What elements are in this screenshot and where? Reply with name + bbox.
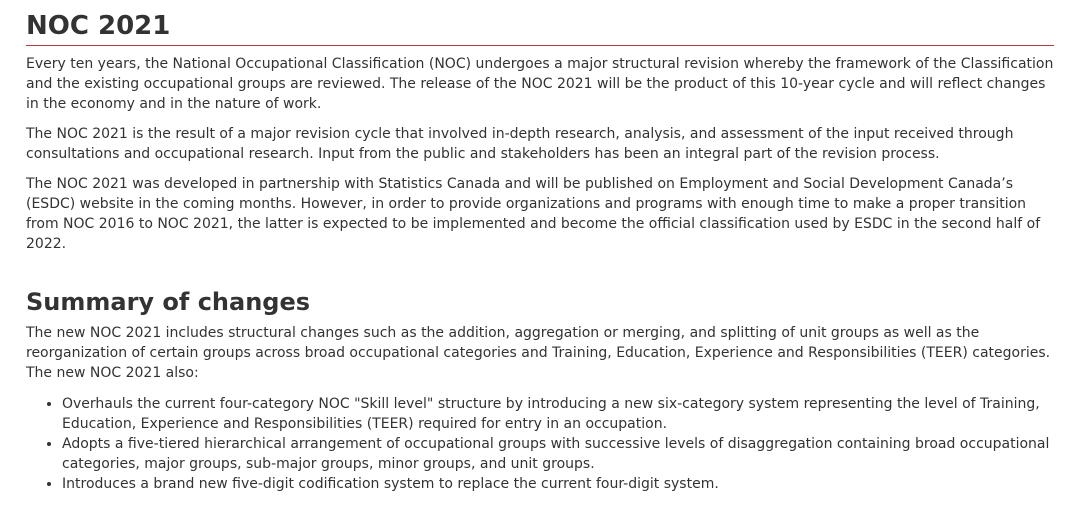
intro-paragraph-1: Every ten years, the National Occupational Classification (NOC) undergoes a major structural revision whereby the framework of the Classification and the existing occupational groups are reviewed. The release of the NOC 2021 will be the product of this 10-year cycle and will reflect changes in the economy and in the nature of work. xyxy=(26,56,1054,112)
summary-intro-paragraph: The new NOC 2021 includes structural changes such as the addition, aggregation or merging, and splitting of unit groups as well as the reorganization of certain groups across broad occupational categories and Training, Education, Experience and Responsibilities (TEER) categories. The new NOC 2021 also: xyxy=(26,325,1051,381)
intro-paragraph-2: The NOC 2021 is the result of a major revision cycle that involved in-depth research, analysis, and assessment of the input received through consultations and occupational research. Input from the public and stakeholders has been an integral part of the revision process. xyxy=(26,126,1014,162)
list-item: • Adopts a five-tiered hierarchical arrangement of occupational groups with successive levels of disaggregation containing broad occupational categories, major groups, sub-major groups, minor groups, and unit groups. xyxy=(62,434,1054,474)
page-title: NOC 2021 xyxy=(26,0,1054,46)
summary-heading: Summary of changes xyxy=(26,288,311,316)
changes-list xyxy=(26,394,1054,494)
list-item: • Overhauls the current four-category NOC "Skill level" structure by introducing a new six-category system representing the level of Training, Education, Experience and Responsibilities (TEER) required for entry in an occupation. xyxy=(62,394,1054,434)
intro-paragraph-3: The NOC 2021 was developed in partnership with Statistics Canada and will be published on Employment and Social Development Canada’s (ESDC) website in the coming months. However, in order to provide organizations and programs with enough time to make a proper transition from NOC 2016 to NOC 2021, the latter is expected to be implemented and become the official classification used by ESDC in the second half of 2022. xyxy=(26,176,1041,252)
list-item: • Introduces a brand new five-digit codification system to replace the current four-digit system. xyxy=(62,474,1054,494)
